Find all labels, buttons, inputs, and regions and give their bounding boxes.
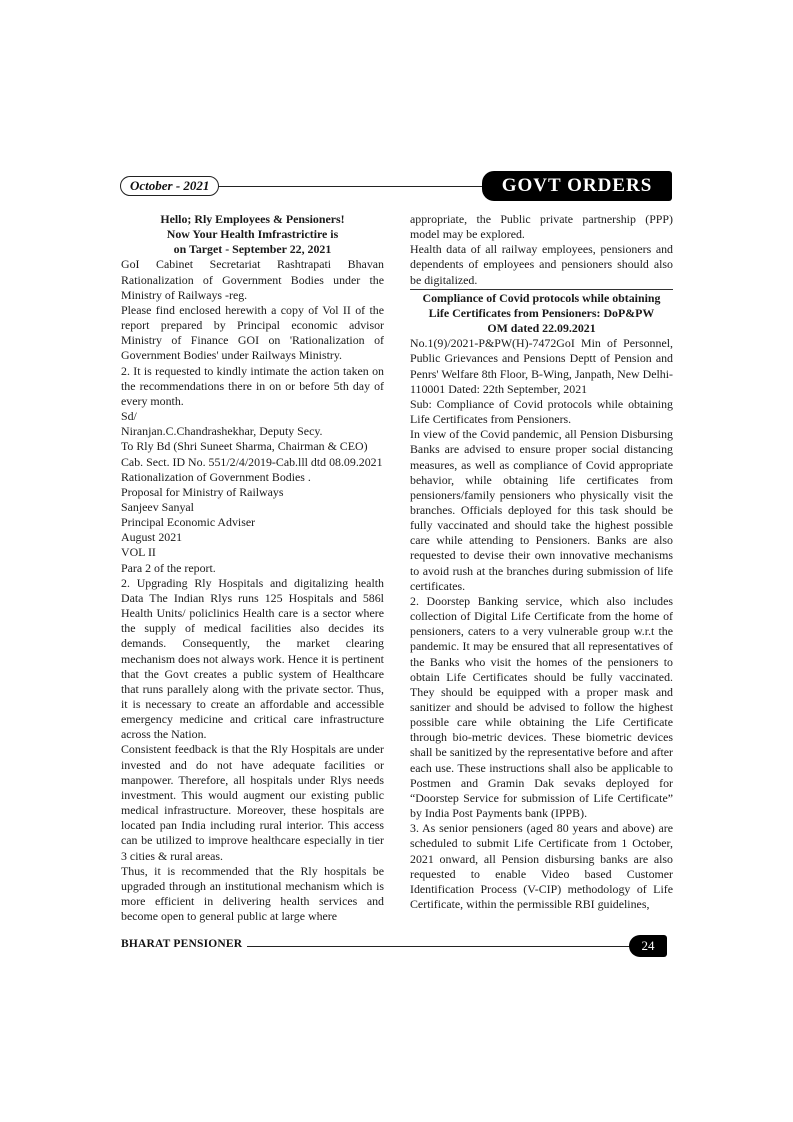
article-heading-line: Life Certificates from Pensioners: DoP&PW: [428, 305, 655, 320]
paragraph: Health data of all railway employees, pensioners and dependents of employees and pensioners should also be digitalized.: [410, 242, 673, 287]
paragraph: Sub: Compliance of Covid protocols while obtaining Life Certificates from Pensioners.: [410, 396, 673, 427]
article-heading-line: on Target - September 22, 2021: [173, 242, 332, 257]
right-column: [410, 212, 673, 912]
paragraph: Thus, it is recommended that the Rly hospitals be upgraded through an institutional mechanism which is more efficient in delivering health services and become open to general public at large where: [121, 863, 384, 924]
signature-line: Sd/: [121, 409, 137, 424]
article-heading-line: OM dated 22.09.2021: [487, 321, 596, 336]
addressee: To Rly Bd (Shri Suneet Sharma, Chairman & CEO): [121, 439, 368, 454]
article-heading-line: Now Your Health Imfrastrictire is: [166, 227, 339, 242]
footer-rule: [247, 946, 631, 947]
page-header: [118, 171, 672, 201]
report-para: Para 2 of the report.: [121, 560, 216, 575]
paragraph: appropriate, the Public private partnership (PPP) model may be explored.: [410, 212, 673, 242]
paragraph: 2. It is requested to kindly intimate the action taken on the recommendations there in on or before 5th day of every month.: [121, 363, 384, 408]
issue-date-label: October - 2021: [120, 176, 219, 196]
paragraph: Please find enclosed herewith a copy of Vol II of the report prepared by Principal economic advisor Ministry of Finance GOI on 'Rationalization of Government Bodies' under Railways Ministry.: [121, 302, 384, 363]
report-date: August 2021: [121, 530, 183, 545]
publication-name: BHARAT PENSIONER: [121, 938, 243, 950]
article-heading-line: Compliance of Covid protocols while obtaining: [410, 289, 673, 306]
paragraph: In view of the Covid pandemic, all Pension Disbursing Banks are advised to ensure proper social distancing measures, as well as compliance of Covid appropriate behavior, while obtaining life certificates from pensioners/family pensioners who physically visit the branches. Officials deployed for this task should be fully vaccinated and should take the highest possible care while attending to Pensioners. Banks are also requested to devise their own innovative mechanisms to avoid rush at the branches during submission of life certificates.: [410, 427, 673, 593]
paragraph: No.1(9)/2021-P&PW(H)-7472GoI Min of Personnel, Public Grievances and Pensions Deptt of Pension and Penrs' Welfare 8th Floor, B-Wing, Janpath, New Delhi-110001 Dated: 22th September, 2021: [410, 336, 673, 396]
paragraph: Consistent feedback is that the Rly Hospitals are under invested and do not have adequate facilities or manpower. Therefore, all hospitals under Rlys needs investment. This would augment our existing public medical infrastructure. Moreover, these hospitals are located pan India including rural interior. This access can be utilized to improve healthcare especially in tier 3 cities & rural areas.: [121, 742, 384, 863]
article-heading-line: Hello; Rly Employees & Pensioners!: [160, 212, 345, 226]
left-column: [121, 212, 384, 924]
page-footer: [121, 935, 671, 957]
page-number: 24: [629, 935, 667, 957]
header-rule: [218, 186, 492, 187]
paragraph: 2. Doorstep Banking service, which also includes collection of Digital Life Certificate from the home of pensioners, caters to a very vulnerable group w.r.t the pandemic. It may be ensured that all representatives of the Banks who visit the homes of the pensioners to obtain Life Certificates should be fully vaccinated. They should be equipped with a proper mask and sanitizer and should be advised to follow the highest possible care while obtaining the Life Certificate through bio-metric devices. These biometric devices shall be sanitized by the representative before and after each use. These instructions shall also be applicable to Postmen and Gramin Dak sevaks deployed for “Doorstep Service for submission of Life Certificate” by India Post Payments bank (IPPB).: [410, 593, 673, 821]
signatory: Niranjan.C.Chandrashekhar, Deputy Secy.: [121, 424, 323, 439]
paragraph: GoI Cabinet Secretariat Rashtrapati Bhavan Rationalization of Government Bodies under the Ministry of Railways -reg.: [121, 257, 384, 302]
report-author: Sanjeev Sanyal: [121, 499, 194, 514]
paragraph: 2. Upgrading Rly Hospitals and digitalizing health Data The Indian Rlys runs 125 Hospitals and 586l Health Units/ policlinics Health care is a sector where the supply of medical facilities also decides its demands. Consequently, the market clearing mechanism does not always work. Hence it is pertinent that the Govt creates a public system of Healthcare that runs parallely along with the private sector. Thus, it is necessary to create an affordable and accessible emergency medicine and critical care infrastructure across the Nation.: [121, 575, 384, 742]
paragraph: 3. As senior pensioners (aged 80 years and above) are scheduled to submit Life Certificate from 1 October, 2021 onward, all Pension disbursing banks are also requested to enable Video based Customer Identification Process (V-CIP) methodology of Life Certificate, within the permissible RBI guidelines,: [410, 821, 673, 912]
report-subtitle: Proposal for Ministry of Railways: [121, 484, 284, 499]
section-title: GOVT ORDERS: [482, 171, 672, 201]
report-title: Rationalization of Government Bodies .: [121, 469, 311, 484]
report-author-title: Principal Economic Adviser: [121, 515, 256, 530]
report-volume: VOL II: [121, 545, 156, 560]
reference-number: Cab. Sect. ID No. 551/2/4/2019-Cab.lll dtd 08.09.2021: [121, 454, 383, 469]
